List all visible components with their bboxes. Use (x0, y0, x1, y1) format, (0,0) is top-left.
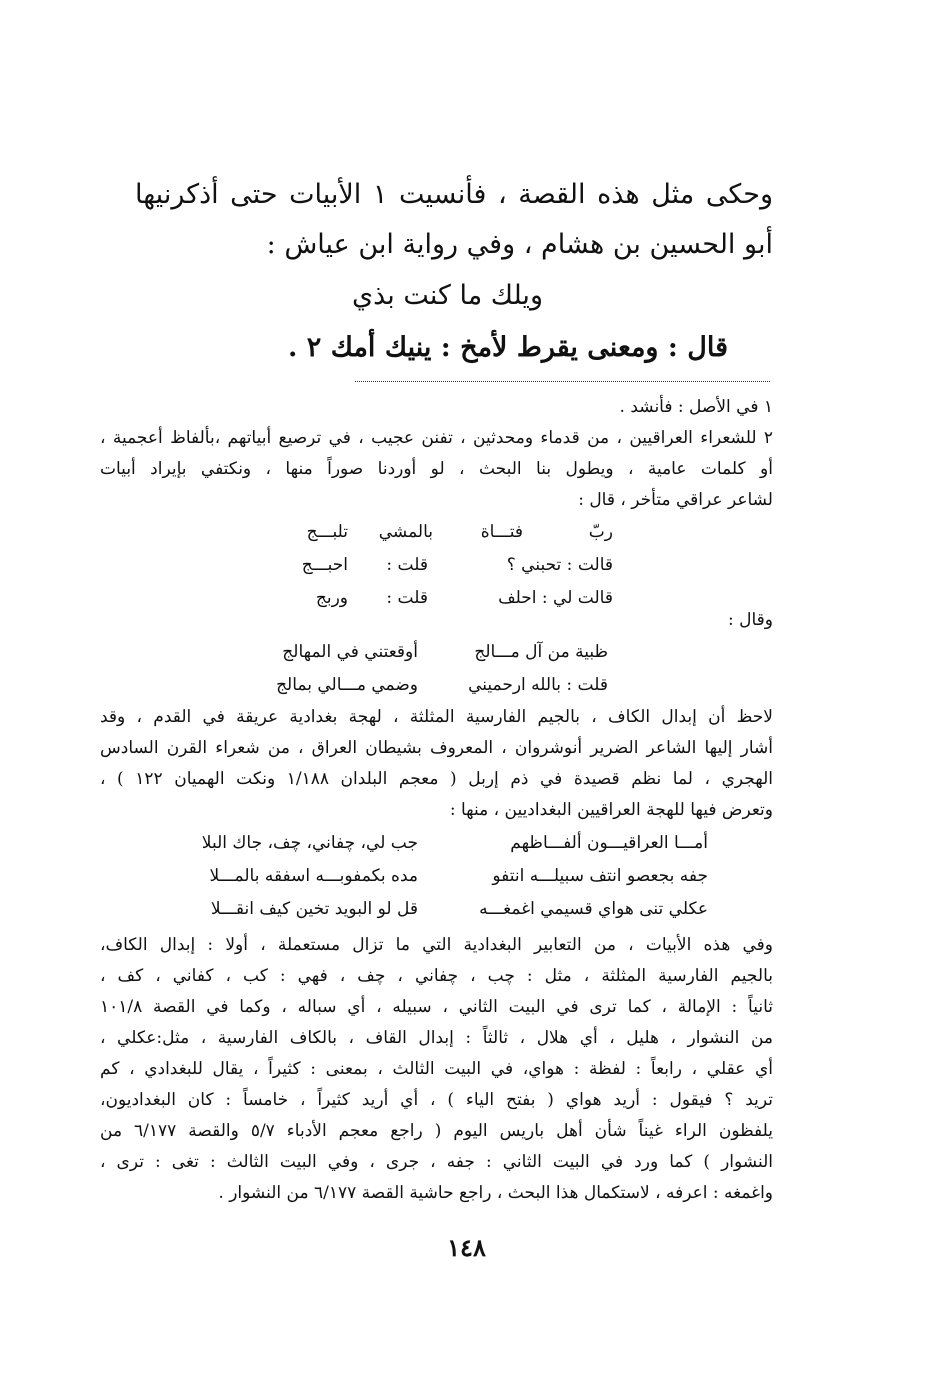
poem-cell: مده بكمفوبـــه اسفقه بالمـــلا (209, 866, 418, 886)
poem-2-row (258, 642, 608, 675)
poem-cell: قلت : (386, 555, 428, 575)
poem-3 (168, 833, 708, 932)
verse-line-2: قال : ومعنى يقرط لأمخ : ينيك أمك ٢ . (287, 332, 728, 363)
footnote-paragraph-3 (100, 930, 773, 1209)
footnotes (100, 392, 773, 516)
paragraph-line: بالجيم الفارسية المثلثة ، مثل : چب ، چفاني ، چف ، فهي : كب ، كفاني ، كف ، (100, 966, 773, 986)
poem-cell: بالمشي (378, 522, 433, 542)
footnote-2-line: ٢ للشعراء العراقيين ، من قدماء ومحدثين ، تفنن عجيب ، في ترصيع أبياتهم ،بألفاظ أعجمية ، (100, 428, 773, 448)
page-number: ١٤٨ (447, 1233, 486, 1262)
footnote-2-line: لشاعر عراقي متأخر ، قال : (578, 490, 773, 510)
wa-qal: وقال : (728, 610, 773, 630)
paragraph-line: يلفظون الراء غيناً شأن أهل باريس اليوم ( راجع معجم الأدباء ٥/٧ والقصة ٦/١٧٧ من (100, 1121, 774, 1141)
poem-cell: ربّ (588, 522, 613, 542)
poem-1-row (253, 522, 613, 555)
poem-3-row (168, 899, 708, 932)
poem-1-row (253, 555, 613, 588)
footnote-paragraph-2 (100, 702, 773, 826)
paragraph-line: لاحظ أن إبدال الكاف ، بالجيم الفارسية المثلثة ، لهجة بغدادية عريقة في القدم ، وقد (100, 707, 773, 727)
poem-3-row (168, 833, 708, 866)
poem-cell: قالت لي : احلف (498, 588, 613, 608)
paragraph-line: تريد ؟ فيقول : أريد هواي ( بفتح الياء ) ، أي أريد كثيراً ، خامساً : كان البغداديون، (100, 1090, 773, 1110)
poem-cell: عكلي تنى هواي قسيمي اغمغـــه (479, 899, 708, 919)
poem-cell: فتـــاة (480, 522, 523, 542)
paragraph-line: وفي هذه الأبيات ، من التعابير البغدادية التي ما تزال مستعملة ، أولا : إبدال الكاف، (100, 935, 773, 955)
poem-3-row (168, 866, 708, 899)
paragraph-line: النشوار ) كما ورد في البيت الثاني : جفه ، جرى ، وفي البيت الثالث : تغى : ترى ، (100, 1152, 773, 1172)
poem-cell: جب لي، چفاني، چف، جاك البلا (201, 833, 418, 853)
poem-cell: أوقعتني في المهالج (282, 642, 418, 662)
footnote-2-line: أو كلمات عامية ، ويطول بنا البحث ، لو أوردنا صوراً منها ، ونكتفي بإيراد أبيات (100, 459, 773, 479)
paragraph-line: واغمغه : اعرفه ، لاستكمال هذا البحث ، راجع حاشية القصة ٦/١٧٧ من النشوار . (218, 1183, 773, 1203)
main-paragraph: وحكى مثل هذه القصة ، فأنسيت ١ الأبيات حتى أذكرنيها أبو الحسين بن هشام ، وفي رواية ابن عياش : (135, 179, 773, 260)
poem-cell: وضمي مـــالي بمالج (276, 675, 418, 695)
paragraph-line: أي عقلي ، رابعاً : لفظة : هواي، في البيت الثالث ، بمعنى : كثيراً ، يقال للبغدادي ، كم (100, 1059, 773, 1079)
poem-cell: وربج (315, 588, 348, 608)
paragraph-line: أشار إليها الشاعر الضرير أنوشروان ، المعروف بشيطان العراق ، من شعراء القرن السادس (100, 738, 773, 758)
poem-cell: أمـــا العراقيـــون ألفـــاظهم (510, 833, 708, 853)
poem-cell: تلبـــج (306, 522, 348, 542)
poem-cell: قل لو البويد تخين كيف انقـــلا (210, 899, 418, 919)
poem-cell: احبـــج (301, 555, 348, 575)
poem-1-row (253, 588, 613, 621)
poem-cell: قالت : تحبني ؟ (506, 555, 613, 575)
poem-cell: قلت : (386, 588, 428, 608)
poem-2 (258, 642, 608, 708)
paragraph-line: وتعرض فيها للهجة العراقيين البغداديين ، منها : (449, 800, 773, 820)
poem-cell: قلت : بالله ارحميني (468, 675, 608, 695)
poem-cell: جفه بجعصو انتف سبيلـــه انتفو (492, 866, 708, 886)
poem-1 (253, 522, 613, 621)
paragraph-line: الهجري ، لما نظم قصيدة في ذم إربل ( معجم البلدان ١/١٨٨ ونكت الهميان ١٢٢ ) ، (100, 769, 773, 789)
footnote-separator (355, 381, 770, 382)
paragraph-line: من النشوار ، هليل ، أي هلال ، ثالثاً : إبدال القاف ، بالكاف الفارسية ، مثل:عكلي ، (100, 1028, 773, 1048)
verse-line-1: ويلك ما كنت بذي (351, 280, 543, 311)
poem-cell: ظبية من آل مـــالج (474, 642, 608, 662)
paragraph-line: ثانياً : الإمالة ، كما ترى في البيت الثاني ، سبيله ، أي سباله ، وكما في القصة ١٠١/٨ (100, 997, 773, 1017)
footnote-1: ١ في الأصل : فأنشد . (619, 397, 773, 417)
